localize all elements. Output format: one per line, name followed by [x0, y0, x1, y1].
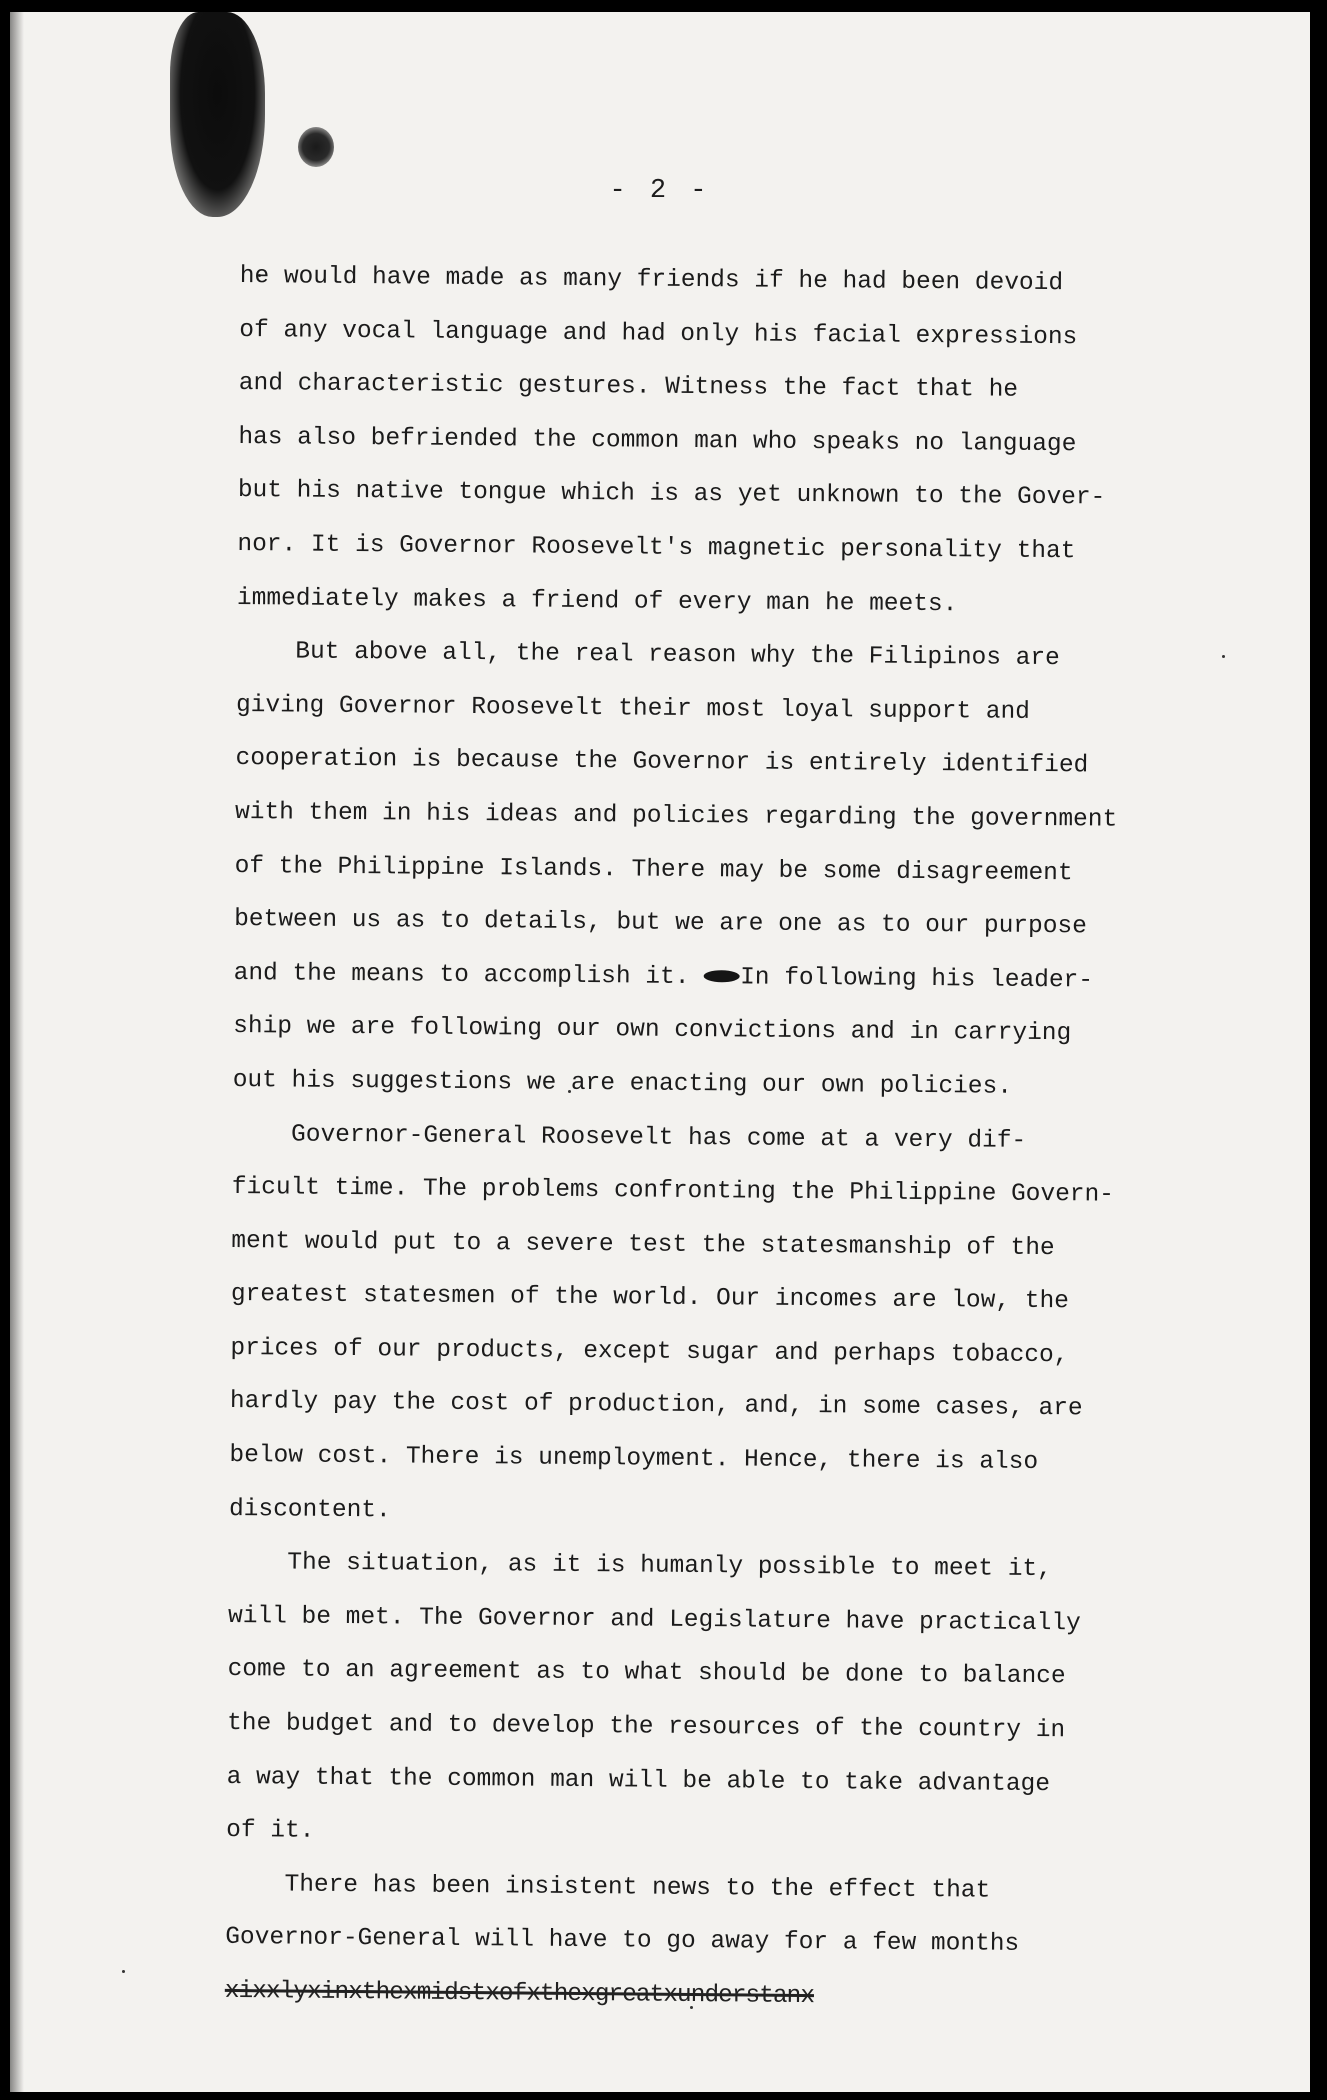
text-segment: and the means to accomplish it. [233, 959, 690, 991]
typed-letter-body [225, 250, 1240, 2027]
paragraph-2 [233, 625, 1237, 1116]
paragraph-3 [229, 1107, 1233, 1544]
text-line: immediately makes a friend of every man he meets. [236, 584, 958, 618]
text-line: and characteristic gestures. Witness the fact that he [238, 370, 1019, 404]
page-number: - 2 - [609, 176, 711, 206]
text-segment: In following his leader- [740, 964, 1094, 995]
text-line-with-correction [233, 947, 1233, 1009]
struck-through-line: xixxlyxinxthexmidstxofxthexgreatxunderstanx [224, 1977, 815, 2011]
document-page [10, 12, 1310, 2092]
text-line: will be met. The Governor and Legislature have practically [227, 1602, 1081, 1638]
text-line: ficult time. The problems confronting the Philippine Govern- [231, 1174, 1115, 1209]
text-line: the budget and to develop the resources of the country in [227, 1709, 1066, 1745]
page-edge-shadow [10, 12, 24, 2092]
ink-blot [298, 127, 334, 167]
text-line: below cost. There is unemployment. Hence, there is also [229, 1442, 1039, 1477]
text-line: of it. [226, 1817, 315, 1845]
handwritten-correction-mark [704, 970, 740, 982]
text-line: of any vocal language and had only his facial expressions [239, 316, 1078, 351]
text-line: giving Governor Roosevelt their most loyal support and [235, 691, 1031, 726]
text-line: but his native tongue which is as yet unknown to the Gover- [237, 477, 1106, 512]
text-line: of the Philippine Islands. There may be some disagreement [234, 852, 1073, 887]
text-line: come to an agreement as to what should be done to balance [227, 1656, 1066, 1691]
text-line: hardly pay the cost of production, and, in some cases, are [229, 1388, 1083, 1423]
text-line: Governor-General Roosevelt has come at a very dif- [232, 1120, 1027, 1155]
paragraph-4 [226, 1536, 1229, 1866]
text-line: The situation, as it is humanly possible to meet it, [228, 1549, 1052, 1584]
ink-speck [122, 1970, 125, 1973]
text-line: ship we are following our own convictions and in carrying [233, 1013, 1072, 1048]
text-line: with them in his ideas and policies regarding the government [234, 798, 1118, 834]
paragraph-5 [225, 1858, 1226, 2028]
text-line: a way that the common man will be able to take advantage [226, 1763, 1051, 1798]
text-line: greatest statesmen of the world. Our incomes are low, the [230, 1281, 1070, 1316]
text-line: has also befriended the common man who speaks no language [238, 423, 1077, 459]
text-line: between us as to details, but we are one as to our purpose [234, 906, 1087, 941]
text-line: There has been insistent news to the effect that [225, 1870, 991, 1905]
text-line: discontent. [228, 1495, 391, 1525]
text-line: nor. It is Governor Roosevelt's magnetic personality that [237, 530, 1076, 566]
text-line: But above all, the real reason why the Filipinos are [236, 638, 1060, 673]
paragraph-1 [237, 250, 1240, 634]
text-line: he would have made as many friends if he had been devoid [239, 262, 1064, 298]
text-line: Governor-General will have to go away for a few months [225, 1924, 1020, 1959]
text-line: cooperation is because the Governor is entirely identified [235, 745, 1089, 780]
text-line: prices of our products, except sugar and perhaps tobacco, [230, 1334, 1069, 1370]
text-line: ment would put to a severe test the statesmanship of the [231, 1227, 1055, 1262]
text-line: out his suggestions we are enacting our own policies. [232, 1066, 1013, 1101]
